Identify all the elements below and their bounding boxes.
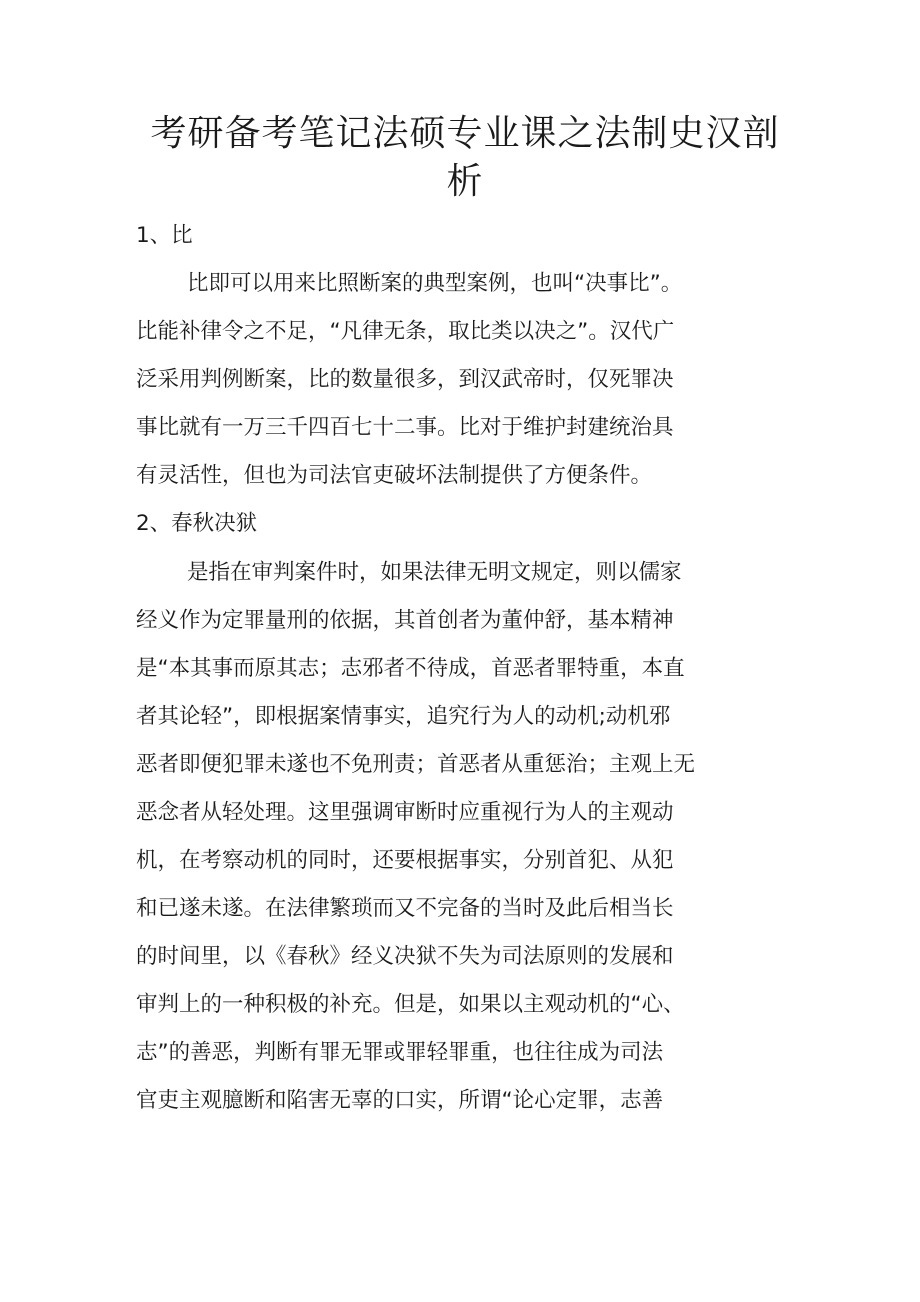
paragraph-line: 泛采用判例断案，比的数量很多，到汉武帝时，仅死罪决 [136, 367, 674, 392]
paragraph-line: 审判上的一种积极的补充。但是，如果以主观动机的“心、 [136, 992, 685, 1017]
page-title-continued: 析 [446, 161, 484, 202]
paragraph-line: 比即可以用来比照断案的典型案例，也叫“决事比”。 [187, 271, 683, 296]
paragraph-line: 者其论轻”，即根据案情事实，追究行为人的动机;动机邪 [136, 704, 671, 729]
paragraph-line: 经义作为定罪量刑的依据，其首创者为董仲舒，基本精神 [136, 608, 674, 633]
paragraph-line: 是指在审判案件时，如果法律无明文规定，则以儒家 [187, 560, 682, 585]
paragraph-line: 是“本其事而原其志；志邪者不待成，首恶者罪特重，本直 [136, 656, 685, 681]
paragraph-line: 机，在考察动机的同时，还要根据事实，分别首犯、从犯 [136, 848, 674, 873]
paragraph-line: 的时间里，以《春秋》经义决狱不失为司法原则的发展和 [136, 944, 674, 969]
paragraph-line: 事比就有一万三千四百七十二事。比对于维护封建统治具 [136, 415, 674, 440]
paragraph-line: 恶者即便犯罪未遂也不免刑责；首恶者从重惩治；主观上无 [136, 752, 696, 777]
page-title: 考研备考笔记法硕专业课之法制史汉剖 [150, 113, 780, 154]
paragraph-line: 恶念者从轻处理。这里强调审断时应重视行为人的主观动 [136, 800, 674, 825]
section-heading-bi: 1、比 [136, 223, 193, 248]
paragraph-line: 官吏主观臆断和陷害无辜的口实，所谓“论心定罪，志善 [136, 1088, 664, 1113]
paragraph-line: 比能补律令之不足，“凡律无条，取比类以决之”。汉代广 [136, 319, 675, 344]
paragraph-line: 志”的善恶，判断有罪无罪或罪轻罪重，也往往成为司法 [136, 1040, 664, 1065]
section-heading-chunqiu-jueyu: 2、春秋决狱 [136, 511, 258, 536]
paragraph-line: 和已遂未遂。在法律繁琐而又不完备的当时及此后相当长 [136, 896, 674, 921]
paragraph-line: 有灵活性，但也为司法官吏破坏法制提供了方便条件。 [136, 463, 653, 488]
